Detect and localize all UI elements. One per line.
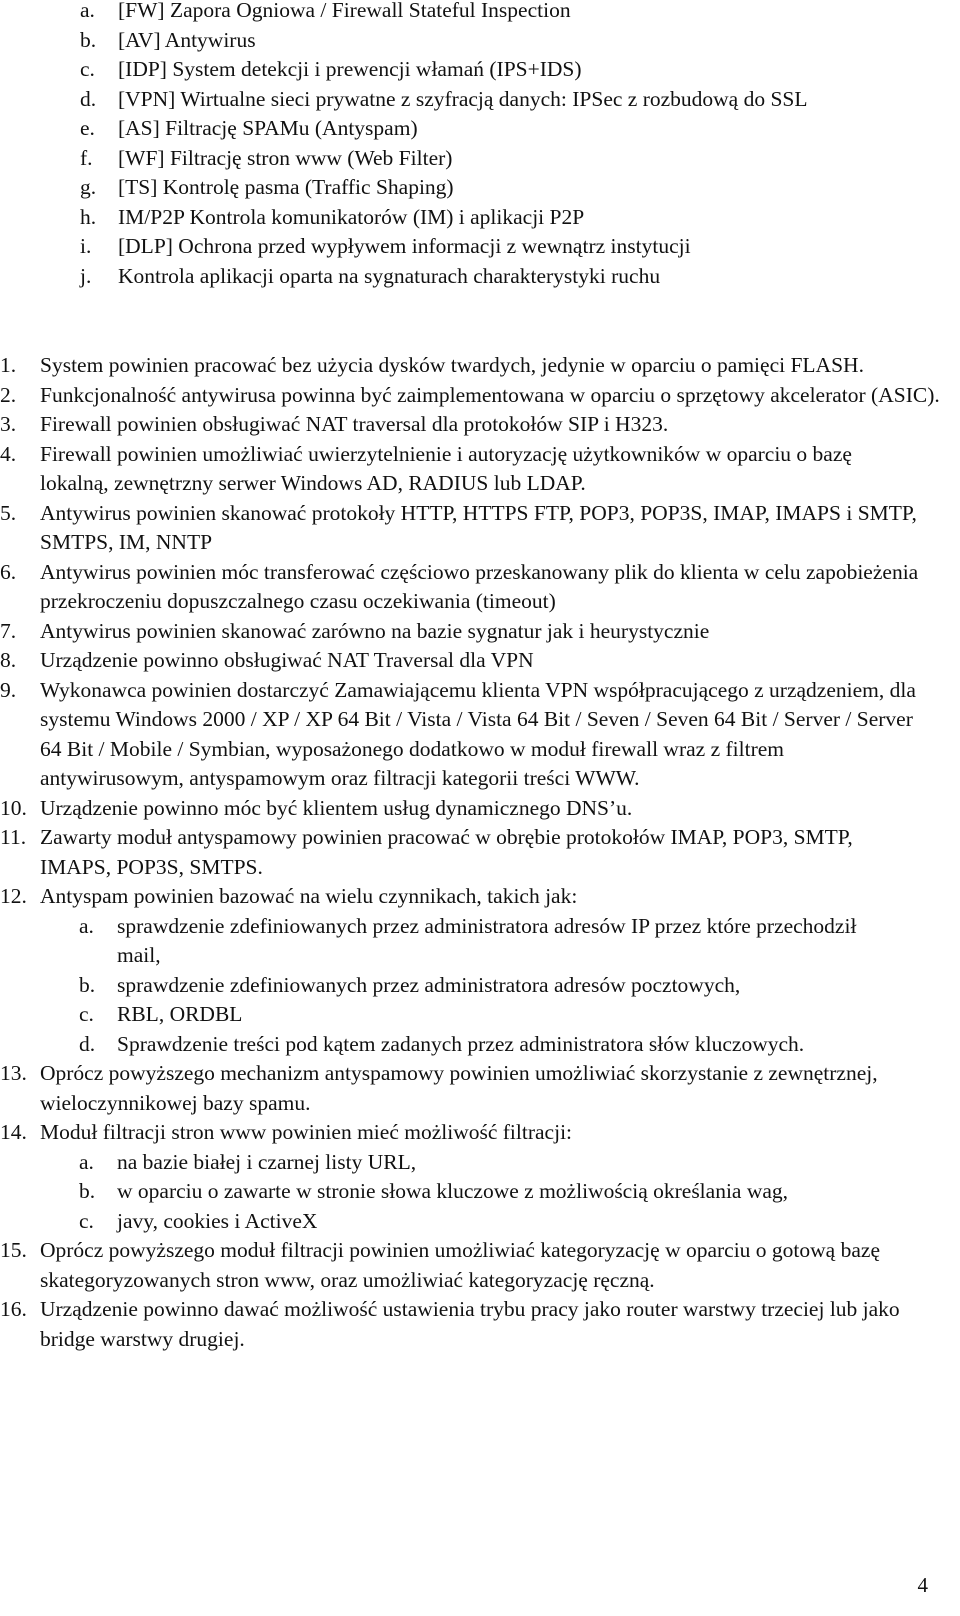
list-item [0,85,960,115]
requirement-item [0,1236,960,1295]
list-item [0,262,960,292]
sub-list-item-text: w oparciu o zawarte w stronie słowa kluczowe z możliwością określania wag, [117,1179,789,1203]
requirement-item [0,351,960,381]
requirement-text: Urządzenie powinno móc być klientem usług dynamicznego DNS’u. [40,795,633,820]
sub-list-item-text: na bazie białej i czarnej listy URL, [117,1149,417,1174]
list-marker: g. [80,175,97,199]
requirement-item [0,381,960,411]
list-marker: e. [80,116,95,140]
page-number: 4 [917,1573,928,1597]
list-marker: 2. [0,382,17,407]
requirements-list [0,351,960,1354]
requirement-item [0,646,960,676]
sub-list-item-text: sprawdzenie zdefiniowanych przez administratora adresów pocztowych, [117,972,741,997]
list-marker: i. [80,234,92,258]
list-item-text: [FW] Zapora Ogniowa / Firewall Stateful Inspection [118,0,571,22]
list-marker: b. [79,972,96,997]
list-marker: 13. [0,1061,27,1085]
list-item-text: [DLP] Ochrona przed wypływem informacji z wewnątrz instytucji [118,234,691,258]
list-item-text: [AS] Filtrację SPAMu (Antyspam) [118,116,418,140]
requirement-item [0,794,960,824]
list-marker: f. [80,145,93,170]
requirement-text: System powinien pracować bez użycia dysków twardych, jedynie w oparciu o pamięci FLASH. [40,353,864,377]
list-item-text: [TS] Kontrolę pasma (Traffic Shaping) [118,175,454,199]
list-marker: 5. [0,500,17,525]
list-item-text: [AV] Antywirus [118,27,256,52]
requirement-text: Oprócz powyższego moduł filtracji powinien umożliwiać kategoryzację w oparciu o gotową bazę skategoryzowanych stron www, oraz umożliwiać kategoryzację ręczną. [40,1238,880,1292]
list-item [0,144,960,174]
list-marker: a. [80,0,95,22]
list-marker: 9. [0,677,17,702]
requirement-item [0,410,960,440]
list-marker: d. [79,1031,96,1056]
sub-list-item-text: javy, cookies i ActiveX [117,1208,318,1233]
list-marker: 10. [0,795,27,820]
requirement-text: Oprócz powyższego mechanizm antyspamowy powinien umożliwiać skorzystanie z zewnętrznej, wieloczynnikowej bazy spamu. [40,1061,878,1115]
list-item [0,232,960,262]
list-item-text: [IDP] System detekcji i prewencji włamań (IPS+IDS) [118,57,582,81]
requirement-text: Antywirus powinien skanować protokoły HTTP, HTTPS FTP, POP3, POP3S, IMAP, IMAPS i SMTP, SMTPS, IM, NNTP [40,500,917,554]
sub-list-item [40,1207,932,1237]
list-marker: j. [80,263,92,288]
web-filter-options-list [40,1148,932,1237]
requirement-text: Antyspam powinien bazować na wielu czynnikach, takich jak: [40,884,578,908]
requirement-item [0,558,960,617]
requirement-item [0,882,960,1059]
list-marker: c. [79,1002,94,1026]
list-item [0,203,960,233]
list-item [0,55,960,85]
list-marker: 12. [0,884,27,908]
requirement-text: Firewall powinien obsługiwać NAT traversal dla protokołów SIP i H323. [40,412,669,436]
sub-list-item-text: Sprawdzenie treści pod kątem zadanych przez administratora słów kluczowych. [117,1031,805,1056]
list-marker: 4. [0,441,17,466]
list-item-text: Kontrola aplikacji oparta na sygnaturach charakterystyki ruchu [118,263,661,288]
requirement-text: Funkcjonalność antywirusa powinna być zaimplementowana w oparciu o sprzętowy akcelerator (ASIC). [40,382,940,407]
sub-list-item [40,971,932,1001]
requirement-item [0,617,960,647]
list-marker: b. [80,27,97,52]
sub-list-item-text: RBL, ORDBL [117,1002,243,1026]
sub-list-item-text: sprawdzenie zdefiniowanych przez administratora adresów IP przez które przechodził mail, [117,913,857,967]
list-item-text: IM/P2P Kontrola komunikatorów (IM) i aplikacji P2P [118,204,585,229]
requirement-text: Urządzenie powinno obsługiwać NAT Traversal dla VPN [40,648,534,672]
list-item [0,114,960,144]
list-marker: 3. [0,412,17,436]
list-marker: a. [79,913,94,938]
requirement-text: Urządzenie powinno dawać możliwość ustawienia trybu pracy jako router warstwy trzeciej lub jako bridge warstwy drugiej. [40,1297,900,1351]
requirement-item [0,823,960,882]
requirement-text: Wykonawca powinien dostarczyć Zamawiającemu klienta VPN współpracującego z urządzeniem, dla systemu Windows 2000 / XP / XP 64 Bit / Vista / Vista 64 Bit / Seven / Seven 64 Bit / Server / Server 64 Bit / Mobile / Symbian, wyposażonego dodatkowo w moduł firewall wraz z filtrem antywirusowym, antyspamowym oraz filtracji kategorii treści WWW. [40,677,916,790]
sub-list-item [40,1030,932,1060]
antispam-factors-list [40,912,932,1060]
list-marker: a. [79,1149,94,1174]
list-marker: 14. [0,1120,27,1144]
list-marker: 1. [0,353,17,377]
list-marker: h. [80,204,97,229]
requirement-item [0,1118,960,1236]
list-marker: 6. [0,559,17,584]
requirement-text: Antywirus powinien móc transferować częściowo przeskanowany plik do klienta w celu zapobieżenia przekroczeniu dopuszczalnego czasu oczekiwania (timeout) [40,559,919,613]
list-marker: c. [80,57,95,81]
requirement-text: Antywirus powinien skanować zarówno na bazie sygnatur jak i heurystycznie [40,618,710,643]
list-item-text: [VPN] Wirtualne sieci prywatne z szyfracją danych: IPSec z rozbudową do SSL [118,86,808,111]
list-marker: 16. [0,1297,27,1321]
list-item [0,173,960,203]
list-marker: b. [79,1179,96,1203]
list-marker: d. [80,86,97,111]
requirement-item [0,1295,960,1354]
requirement-text: Firewall powinien umożliwiać uwierzytelnienie i autoryzację użytkowników w oparciu o bazę lokalną, zewnętrzny serwer Windows AD, RADIUS lub LDAP. [40,441,852,495]
sub-list-item [40,912,932,971]
feature-list [0,0,960,291]
list-marker: 8. [0,648,17,672]
requirement-item [0,440,960,499]
list-marker: 11. [0,825,27,849]
requirement-item [0,1059,960,1118]
list-item-text: [WF] Filtrację stron www (Web Filter) [118,145,453,170]
list-item [0,26,960,56]
list-marker: c. [79,1208,94,1233]
requirement-text: Moduł filtracji stron www powinien mieć możliwość filtracji: [40,1120,573,1144]
requirement-text: Zawarty moduł antyspamowy powinien pracować w obrębie protokołów IMAP, POP3, SMTP, IMAPS, POP3S, SMTPS. [40,825,853,879]
sub-list-item [40,1000,932,1030]
sub-list-item [40,1148,932,1178]
list-marker: 15. [0,1238,27,1262]
requirement-item [0,499,960,558]
list-item [0,0,960,26]
list-marker: 7. [0,618,17,643]
sub-list-item [40,1177,932,1207]
requirement-item [0,676,960,794]
